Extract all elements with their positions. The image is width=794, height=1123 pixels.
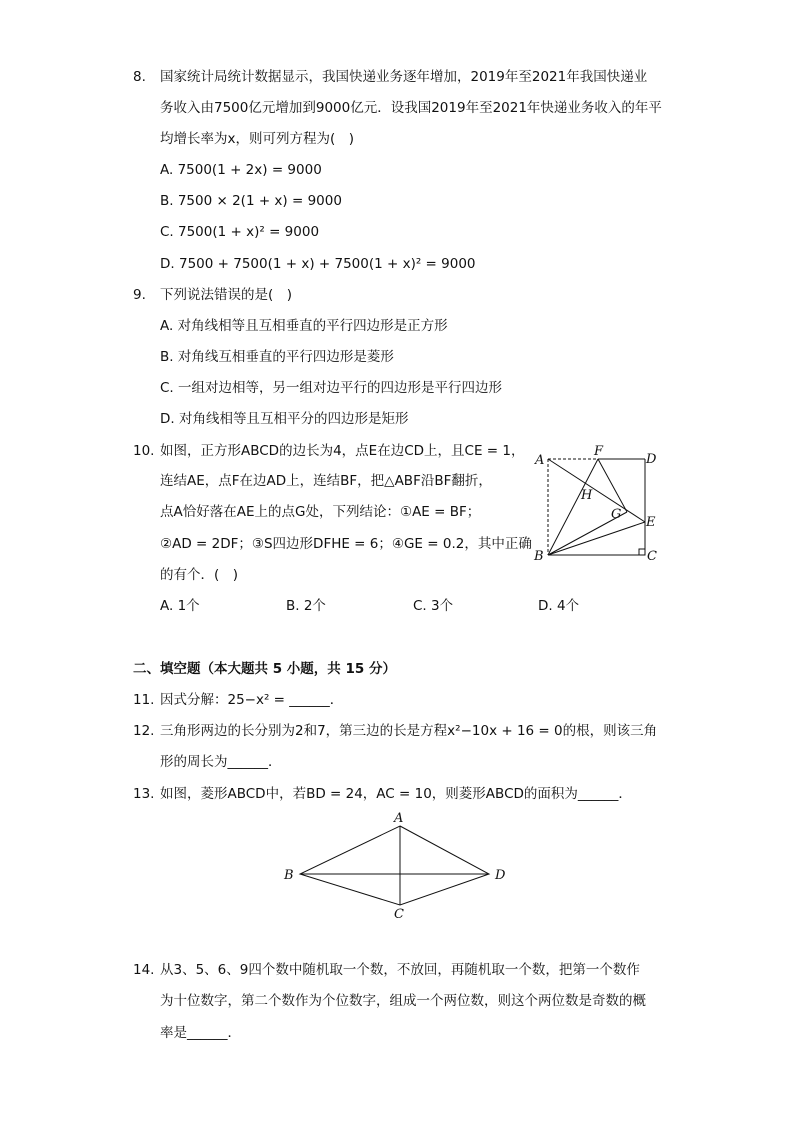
q10-segment-ae (548, 459, 645, 522)
q13-label-d: D (495, 868, 506, 883)
q10-text-line-5: 的有个．( ) (160, 567, 239, 583)
q10-label-c: C (647, 549, 657, 564)
q9-option-a: A. 对角线相等且互相垂直的平行四边形是正方形 (160, 318, 448, 334)
q10-right-angle-mark (639, 549, 645, 555)
q14-number: 14. (133, 962, 155, 978)
q10-label-h: H (581, 488, 593, 503)
q10-segment-fg (598, 459, 627, 512)
q8-option-b: B. 7500 × 2(1 + x) = 9000 (160, 193, 342, 209)
q12-number: 12. (133, 723, 155, 739)
q11-number: 11. (133, 692, 155, 708)
section-title: 二、填空题（本大题共 5 小题，共 15 分） (133, 661, 396, 677)
q10-number: 10. (133, 443, 155, 459)
q9-text-line-1: 下列说法错误的是( ) (160, 287, 293, 303)
q10-text-line-2: 连结AE，点F在边AD上，连结BF，把△ABF沿BF翻折， (160, 473, 492, 489)
q8-text-line-1: 国家统计局统计数据显示，我国快递业务逐年增加，2019年至2021年我国快递业 (160, 69, 648, 85)
q13-number: 13. (133, 786, 155, 802)
q8-text-line-3: 均增长率为x，则可列方程为( ) (160, 131, 355, 147)
q10-label-b: B (534, 549, 544, 564)
q9-number: 9. (133, 287, 146, 303)
q10-option-c: C. 3个 (413, 598, 454, 614)
q8-text-line-2: 务收入由7500亿元增加到9000亿元．设我国2019年至2021年快递业务收入的年平 (160, 100, 662, 116)
q10-label-d: D (646, 452, 657, 467)
q8-number: 8. (133, 69, 146, 85)
q13-rhombus (300, 826, 489, 905)
q8-option-a: A. 7500(1 + 2x) = 9000 (160, 162, 322, 178)
q10-label-f: F (594, 444, 604, 459)
q13-label-b: B (284, 868, 294, 883)
q13-text-line-1: 如图，菱形ABCD中，若BD = 24，AC = 10，则菱形ABCD的面积为______． (160, 786, 632, 802)
q12-text-line-2: 形的周长为______． (160, 754, 282, 770)
q14-text-line-3: 率是______． (160, 1025, 241, 1041)
q11-text-line-1: 因式分解：25−x² = ______． (160, 692, 344, 708)
q8-option-d: D. 7500 + 7500(1 + x) + 7500(1 + x)² = 9000 (160, 256, 476, 272)
q10-label-g: G (611, 507, 622, 522)
q9-option-c: C. 一组对边相等，另一组对边平行的四边形是平行四边形 (160, 380, 503, 396)
q14-text-line-1: 从3、5、6、9四个数中随机取一个数，不放回，再随机取一个数，把第一个数作 (160, 962, 640, 978)
q10-option-a: A. 1个 (160, 598, 200, 614)
q10-label-a: A (535, 453, 545, 468)
q13-label-c: C (394, 907, 404, 922)
q10-option-d: D. 4个 (538, 598, 580, 614)
q9-option-d: D. 对角线相等且互相平分的四边形是矩形 (160, 411, 409, 427)
q10-label-e: E (646, 515, 656, 530)
q10-text-line-1: 如图，正方形ABCD的边长为4，点E在边CD上，且CE = 1， (160, 443, 525, 459)
q10-option-b: B. 2个 (286, 598, 326, 614)
q13-label-a: A (394, 811, 404, 826)
q12-text-line-1: 三角形两边的长分别为2和7，第三边的长是方程x²−10x + 16 = 0的根，则该三角 (160, 723, 658, 739)
q10-text-line-3: 点A恰好落在AE上的点G处，下列结论：①AE = BF； (160, 504, 481, 520)
q9-option-b: B. 对角线互相垂直的平行四边形是菱形 (160, 349, 394, 365)
q13-rhombus-figure (280, 808, 520, 923)
q8-option-c: C. 7500(1 + x)² = 9000 (160, 224, 320, 240)
q10-square-figure (528, 442, 663, 567)
q14-text-line-2: 为十位数字，第二个数作为个位数字，组成一个两位数，则这个两位数是奇数的概 (160, 993, 646, 1009)
q10-text-line-4: ②AD = 2DF；③S四边形DFHE = 6；④GE = 0.2，其中正确 (160, 536, 532, 552)
